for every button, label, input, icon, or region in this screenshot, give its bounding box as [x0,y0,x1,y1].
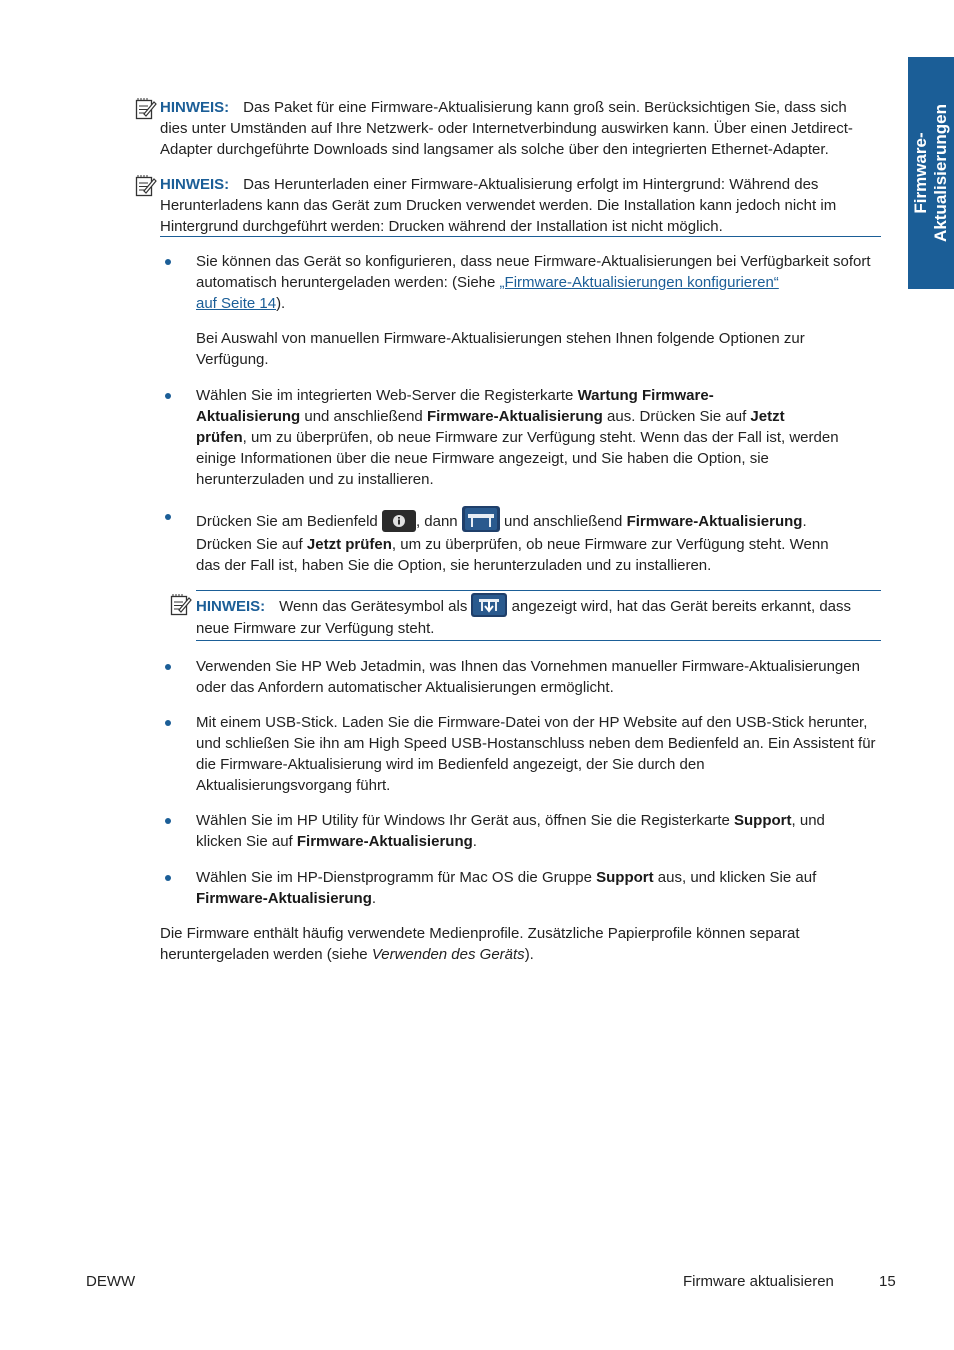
note-icon [135,174,157,198]
closing-paragraph: Die Firmware enthält häufig verwendete Medienprofile. Zusätzliche Papierprofile können separat heruntergeladen werden (siehe Verwenden des Geräts). [160,925,800,963]
bullet [165,259,171,265]
note-label: HINWEIS: [160,176,230,193]
note-icon [170,593,192,617]
footer-section: Firmware aktualisieren [683,1273,834,1290]
bullet-1-para-2: Bei Auswahl von manuellen Firmware-Aktualisierungen stehen Ihnen folgende Optionen zur Verfügung. [196,330,805,368]
bullet-3-para-2: Drücken Sie auf Jetzt prüfen, um zu überprüfen, ob neue Firmware zur Verfügung steht. Wenn das der Fall ist, haben Sie die Option, sie herunterzuladen und zu installieren. [196,536,829,574]
bullet-5: Mit einem USB-Stick. Laden Sie die Firmware-Datei von der HP Website auf den USB-Stick herunter, und schließen Sie ihn am High Speed USB-Hostanschluss neben dem Bedienfeld an. Ein Assistent für die Firmware-Aktualisierung wird im Bedienfeld angezeigt, der Sie durch den Aktualisierungsvorgang führt. [196,714,876,794]
bullet [165,818,171,824]
note-3-top-rule [196,590,881,591]
note-icon [135,97,157,121]
note-3-bottom-rule [196,640,881,641]
bullet-6: Wählen Sie im HP Utility für Windows Ihr Gerät aus, öffnen Sie die Registerkarte Support, und klicken Sie auf Firmware-Aktualisierung. [196,812,825,850]
bullet [165,875,171,881]
note-label: HINWEIS: [160,99,230,116]
side-tab [908,57,954,289]
bullet [165,393,171,399]
bullet [165,720,171,726]
bullet-3: Drücken Sie am Bedienfeld , dann und anschließend Firmware-Aktualisierung. [196,506,886,533]
configure-firmware-link[interactable]: „Firmware-Aktualisierungen konfigurieren“ [499,274,779,291]
firmware-update-icon [471,593,507,617]
bullet-7: Wählen Sie im HP-Dienstprogramm für Mac OS die Gruppe Support aus, und klicken Sie auf Firmware-Aktualisierung. [196,869,817,907]
printer-setup-icon [462,506,500,532]
info-button-icon [382,510,416,532]
note-2-rule [160,236,881,237]
side-tab-label: Firmware- Aktualisierungen [911,104,950,242]
bullet [165,514,171,520]
page-14-link[interactable]: auf Seite 14 [196,295,277,312]
page-number: 15 [879,1273,896,1290]
bullet-2: Wählen Sie im integrierten Web-Server die Registerkarte Wartung Firmware- Aktualisierung und anschließend Firmware-Aktualisierung aus. Drücken Sie auf Jetzt prüfen, um zu überprüfen, ob neue Firmware zur Verfügung steht. Wenn das der Fall ist, werden einige Informationen über die neue Firmware angezeigt, und Sie haben die Option, sie herunterzuladen und zu installieren. [196,387,839,488]
bullet-4: Verwenden Sie HP Web Jetadmin, was Ihnen das Vornehmen manueller Firmware-Aktualisierungen oder das Anfordern automatischer Aktualisierungen ermöglicht. [196,658,860,696]
note-label: HINWEIS: [196,598,266,615]
bullet-1: Sie können das Gerät so konfigurieren, dass neue Firmware-Aktualisierungen bei Verfügbarkeit sofort automatisch heruntergeladen werden: (Siehe „Firmware-Aktualisierungen konfigurieren“ auf Seite 14). [196,253,871,312]
footer-left: DEWW [86,1273,136,1290]
bullet [165,664,171,670]
